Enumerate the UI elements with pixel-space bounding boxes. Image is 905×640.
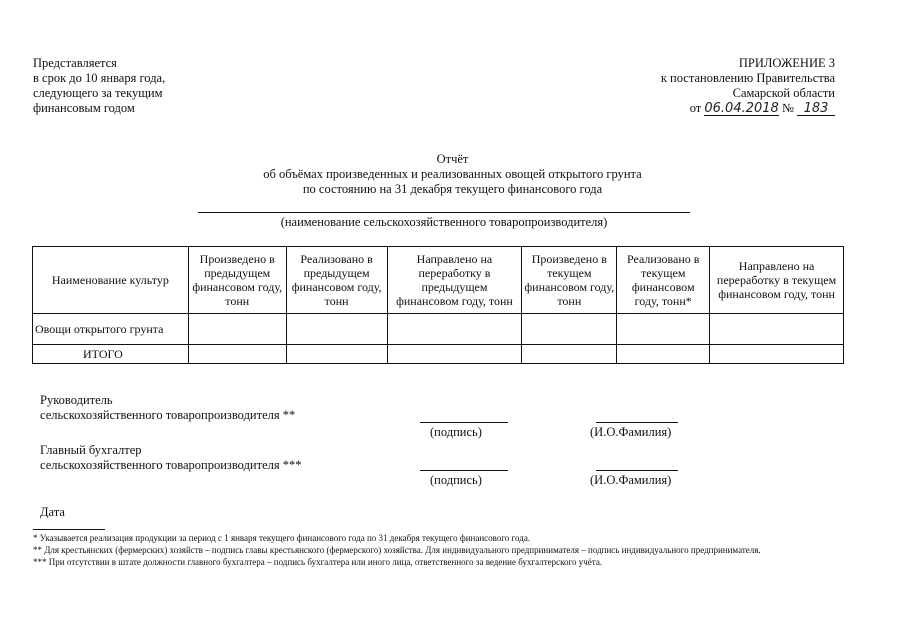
- table-cell: [188, 314, 286, 345]
- table-header-row: [33, 247, 844, 314]
- accountant-label-sub: сельскохозяйственного товаропроизводителя ***: [40, 458, 302, 472]
- column-header: Произведено в предыдущем финансовом году, тонн: [188, 247, 286, 314]
- appendix-line: Самарской области: [732, 86, 835, 100]
- table-cell: [617, 345, 710, 364]
- signature-caption: (подпись): [430, 473, 482, 487]
- handwritten-number: 183: [797, 102, 835, 116]
- footnote-rule: [33, 529, 105, 530]
- submission-note-line: финансовым годом: [33, 101, 135, 115]
- accountant-signature-label: [40, 443, 302, 473]
- date-label: Дата: [40, 505, 65, 519]
- table-cell: [188, 345, 286, 364]
- table-cell: [522, 314, 617, 345]
- footnotes: [33, 532, 863, 568]
- column-header: Реализовано в текущем финансовом году, тонн*: [617, 247, 710, 314]
- table-cell: [522, 345, 617, 364]
- report-subtitle: по состоянию на 31 декабря текущего финансового года: [302, 182, 603, 196]
- date-prefix: от: [689, 101, 702, 115]
- submission-note-line: в срок до 10 января года,: [33, 71, 166, 85]
- table-cell: [710, 345, 844, 364]
- number-prefix: №: [781, 101, 794, 115]
- column-header: Направлено на переработку в текущем финансовом году, тонн: [710, 247, 844, 314]
- report-title-block: [0, 152, 905, 197]
- table-cell: [387, 314, 522, 345]
- report-title: Отчёт: [436, 152, 469, 166]
- report-table: [32, 246, 844, 364]
- row-label: Овощи открытого грунта: [33, 314, 189, 345]
- footnote: ** Для крестьянских (фермерских) хозяйств – подпись главы крестьянского (фермерского) хозяйства. Для индивидуального предпринимателя – подпись индивидуального предпринимателя.: [33, 545, 761, 555]
- table-row: [33, 314, 844, 345]
- accountant-signature-line: [420, 470, 508, 471]
- producer-name-line: [198, 212, 690, 213]
- appendix-block: [661, 56, 835, 116]
- head-signature-line: [420, 422, 508, 423]
- appendix-line: к постановлению Правительства: [660, 71, 835, 85]
- footnote: * Указывается реализация продукции за период с 1 января текущего финансового года по 31 декабря текущего финансового года.: [33, 533, 531, 543]
- accountant-label: Главный бухгалтер: [40, 443, 142, 457]
- table-cell: [387, 345, 522, 364]
- accountant-name-line: [596, 470, 678, 471]
- submission-note-line: Представляется: [33, 56, 117, 70]
- head-label-sub: сельскохозяйственного товаропроизводителя **: [40, 408, 296, 422]
- table-cell: [286, 314, 387, 345]
- column-header: Произведено в текущем финансовом году, тонн: [522, 247, 617, 314]
- table-cell: [617, 314, 710, 345]
- head-signature-label: [40, 393, 295, 423]
- total-label: ИТОГО: [33, 345, 189, 364]
- name-caption: (И.О.Фамилия): [590, 425, 672, 439]
- table-row-total: [33, 345, 844, 364]
- table-cell: [710, 314, 844, 345]
- footnote: *** При отсутствии в штате должности главного бухгалтера – подпись бухгалтера или иного лица, ответственного за ведение бухгалтерского учёта.: [33, 557, 603, 567]
- head-label: Руководитель: [40, 393, 113, 407]
- appendix-title: ПРИЛОЖЕНИЕ 3: [738, 56, 835, 70]
- head-name-line: [596, 422, 678, 423]
- column-header: Направлено на переработку в предыдущем финансовом году, тонн: [387, 247, 522, 314]
- handwritten-date: 06.04.2018: [704, 101, 779, 116]
- producer-name-caption: (наименование сельскохозяйственного товаропроизводителя): [280, 215, 608, 229]
- table-cell: [286, 345, 387, 364]
- appendix-date-row: [661, 101, 835, 116]
- report-subtitle: об объёмах произведенных и реализованных овощей открытого грунта: [263, 167, 642, 181]
- signature-caption: (подпись): [430, 425, 482, 439]
- name-caption: (И.О.Фамилия): [590, 473, 672, 487]
- submission-note: [33, 56, 165, 116]
- column-header: Реализовано в предыдущем финансовом году, тонн: [286, 247, 387, 314]
- column-header: Наименование культур: [33, 247, 189, 314]
- submission-note-line: следующего за текущим: [33, 86, 163, 100]
